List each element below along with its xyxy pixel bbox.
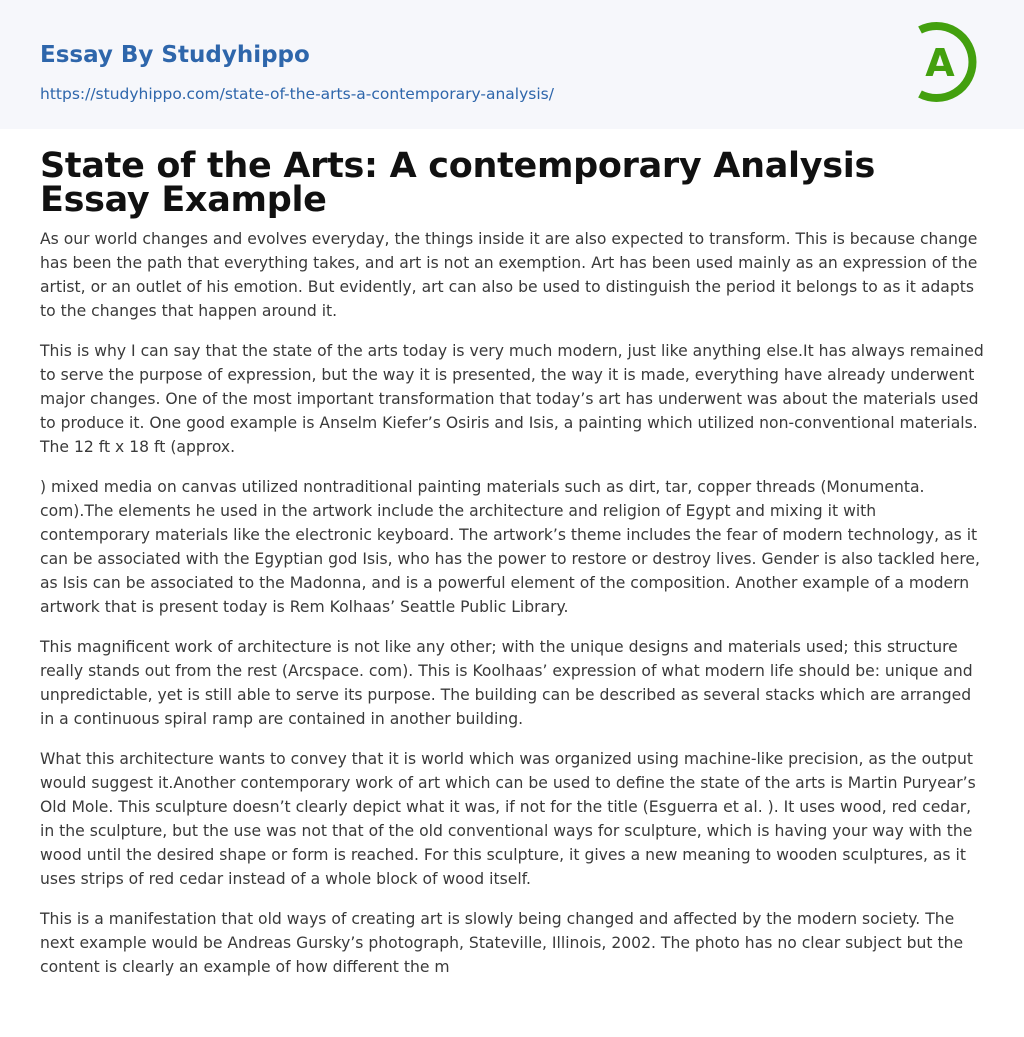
article-body — [40, 227, 984, 979]
svg-text:A: A — [925, 41, 955, 85]
studyhippo-logo-icon — [912, 20, 986, 104]
paragraph: This is why I can say that the state of the arts today is very much modern, just like anything else.It has always remained to serve the purpose of expression, but the way it is presented, the way it is made, everything have already underwent major changes. One of the most important transformation that today’s art has underwent was about the materials used to produce it. One good example is Anselm Kiefer’s Osiris and Isis, a painting which utilized non-conventional materials. The 12 ft x 18 ft (approx. — [40, 342, 984, 456]
brand-title: Essay By Studyhippo — [40, 42, 310, 68]
paragraph: This magnificent work of architecture is not like any other; with the unique designs and materials used; this structure really stands out from the rest (Arcspace. com). This is Koolhaas’ expression of what modern life should be: unique and unpredictable, yet is still able to serve its purpose. The building can be described as several stacks which are arranged in a continuous spiral ramp are contained in another building. — [40, 638, 973, 728]
article-title: State of the Arts: A contemporary Analysis Essay Example — [40, 146, 875, 220]
paragraph: What this architecture wants to convey that it is world which was organized using machine-like precision, as the output would suggest it.Another contemporary work of art which can be used to define the state of the arts is Martin Puryear’s Old Mole. This sculpture doesn’t clearly depict what it was, if not for the title (Esguerra et al. ). It uses wood, red cedar, in the sculpture, but the use was not that of the old conventional ways for sculpture, which is having your way with the wood until the desired shape or form is reached. For this sculpture, it gives a new meaning to wooden sculptures, as it uses strips of red cedar instead of a whole block of wood itself. — [40, 750, 976, 888]
site-header — [0, 0, 1024, 129]
article — [0, 146, 1024, 979]
paragraph: This is a manifestation that old ways of creating art is slowly being changed and affected by the modern society. The next example would be Andreas Gursky’s photograph, Stateville, Illinois, 2002. The photo has no clear subject but the content is clearly an example of how different the m — [40, 910, 964, 976]
paragraph: As our world changes and evolves everyday, the things inside it are also expected to transform. This is because change has been the path that everything takes, and art is not an exemption. Art has been used mainly as an expression of the artist, or an outlet of his emotion. But evidently, art can also be used to distinguish the period it belongs to as it adapts to the changes that happen around it. — [40, 230, 978, 320]
paragraph: ) mixed media on canvas utilized nontraditional painting materials such as dirt, tar, copper threads (Monumenta. com).The elements he used in the artwork include the architecture and religion of Egypt and mixing it with contemporary materials like the electronic keyboard. The artwork’s theme includes the fear of modern technology, as it can be associated with the Egyptian god Isis, who has the power to restore or destroy lives. Gender is also tackled here, as Isis can be associated to the Madonna, and is a powerful element of the composition. Another example of a modern artwork that is present today is Rem Kolhaas’ Seattle Public Library. — [40, 478, 980, 616]
page-url-link[interactable]: https://studyhippo.com/state-of-the-arts-a-contemporary-analysis/ — [40, 85, 554, 103]
